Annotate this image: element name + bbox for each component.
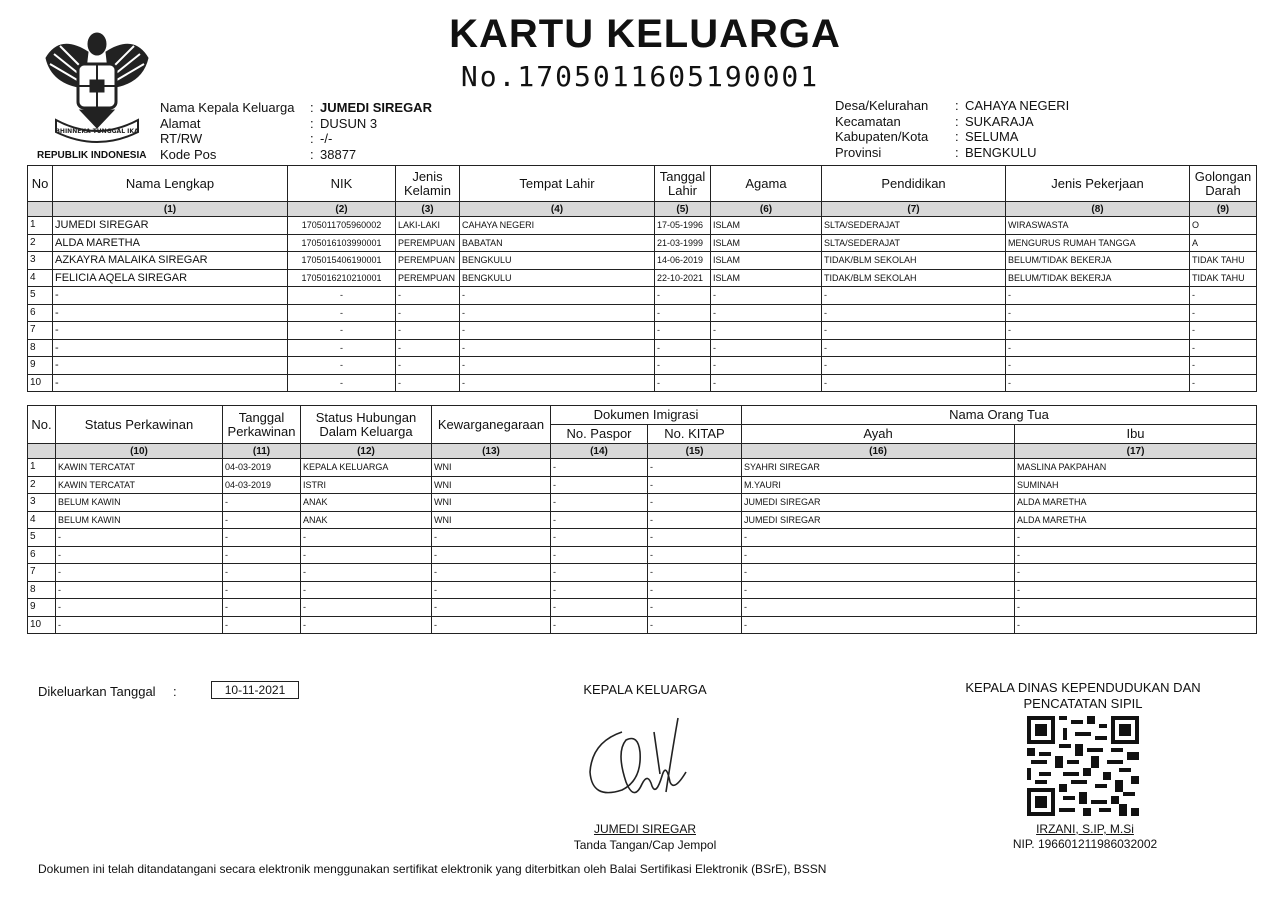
status-cell: -	[223, 546, 301, 564]
member-row	[28, 287, 1257, 305]
member-cell: 1705016103990001	[288, 234, 396, 252]
member-cell: SLTA/SEDERAJAT	[822, 217, 1006, 235]
status-cell: -	[1015, 616, 1257, 634]
kepala-keluarga-title: KEPALA KELUARGA	[583, 682, 707, 697]
status-cell: 6	[28, 546, 56, 564]
member-cell: -	[460, 339, 655, 357]
head-info-left: Nama Kepala Keluarga : JUMEDI SIREGAR Alamat : DUSUN 3 RT/RW : -/- Kode Pos : 38877	[160, 100, 432, 162]
status-cell: -	[301, 616, 432, 634]
status-cell: -	[648, 616, 742, 634]
status-cell: -	[301, 564, 432, 582]
member-cell: 17-05-1996	[655, 217, 711, 235]
member-cell: -	[1006, 374, 1190, 392]
label-kepala-keluarga: Nama Kepala Keluarga	[160, 100, 295, 115]
status-row	[28, 476, 1257, 494]
label-alamat: Alamat	[160, 115, 201, 131]
member-cell: -	[711, 322, 822, 340]
member-cell: -	[396, 357, 460, 375]
col-number: (15)	[648, 444, 742, 459]
header-status-hubungan: Status Hubungan Dalam Keluarga	[301, 406, 432, 444]
member-cell: -	[288, 357, 396, 375]
member-cell: -	[460, 304, 655, 322]
member-cell: -	[655, 339, 711, 357]
status-cell: 04-03-2019	[223, 476, 301, 494]
status-cell: -	[432, 564, 551, 582]
value-alamat: DUSUN 3	[320, 115, 378, 131]
member-cell: -	[288, 374, 396, 392]
member-cell: -	[288, 322, 396, 340]
member-cell: -	[288, 339, 396, 357]
member-cell: -	[1190, 357, 1257, 375]
status-cell: 8	[28, 581, 56, 599]
member-cell: 14-06-2019	[655, 252, 711, 270]
status-cell: -	[551, 529, 648, 547]
member-cell: 5	[28, 287, 53, 305]
member-cell: -	[53, 287, 288, 305]
kepala-keluarga-name: JUMEDI SIREGAR	[593, 822, 696, 836]
status-cell: 5	[28, 529, 56, 547]
label-kodepos: Kode Pos	[160, 146, 217, 162]
value-desa: CAHAYA NEGERI	[965, 98, 1070, 113]
member-row	[28, 374, 1257, 392]
status-cell: -	[551, 581, 648, 599]
member-cell: -	[711, 374, 822, 392]
status-cell: BELUM KAWIN	[56, 494, 223, 512]
member-cell: -	[711, 357, 822, 375]
member-cell: BABATAN	[460, 234, 655, 252]
member-cell: -	[53, 374, 288, 392]
family-status-table	[27, 405, 1257, 634]
status-cell: ISTRI	[301, 476, 432, 494]
header-no-kitap: No. KITAP	[648, 425, 742, 444]
header-pekerjaan: Jenis Pekerjaan	[1006, 166, 1190, 202]
status-cell: WNI	[432, 511, 551, 529]
value-kabupaten: SELUMA	[965, 129, 1019, 144]
status-cell: KEPALA KELUARGA	[301, 459, 432, 477]
col-number: (4)	[460, 202, 655, 217]
member-cell: -	[396, 374, 460, 392]
member-cell: -	[396, 322, 460, 340]
member-cell: -	[288, 304, 396, 322]
member-cell: -	[822, 322, 1006, 340]
issued-date: 10-11-2021	[211, 681, 299, 699]
header-ayah: Ayah	[742, 425, 1015, 444]
member-cell: -	[1006, 339, 1190, 357]
issued-label: Dikeluarkan Tanggal	[38, 684, 156, 699]
member-cell: 1705015406190001	[288, 252, 396, 270]
status-cell: -	[742, 529, 1015, 547]
status-cell: -	[432, 546, 551, 564]
value-rtrw: -/-	[320, 131, 333, 146]
member-row	[28, 304, 1257, 322]
header-no: No	[28, 166, 53, 202]
status-row	[28, 564, 1257, 582]
member-cell: -	[822, 339, 1006, 357]
status-cell: -	[432, 599, 551, 617]
emblem-caption: REPUBLIK INDONESIA	[37, 150, 147, 161]
status-cell: -	[648, 529, 742, 547]
header-ibu: Ibu	[1015, 425, 1257, 444]
member-cell: LAKI-LAKI	[396, 217, 460, 235]
member-cell: -	[396, 304, 460, 322]
status-cell: -	[1015, 546, 1257, 564]
status-cell: BELUM KAWIN	[56, 511, 223, 529]
status-cell: -	[223, 581, 301, 599]
member-cell: -	[655, 304, 711, 322]
col-number: (9)	[1190, 202, 1257, 217]
col-number: (1)	[53, 202, 288, 217]
member-cell: -	[396, 339, 460, 357]
status-cell: ANAK	[301, 511, 432, 529]
member-cell: -	[1006, 287, 1190, 305]
value-provinsi: BENGKULU	[965, 144, 1037, 160]
member-cell: -	[655, 322, 711, 340]
member-row	[28, 339, 1257, 357]
member-cell: -	[53, 304, 288, 322]
status-cell: WNI	[432, 494, 551, 512]
label-kabupaten: Kabupaten/Kota	[835, 129, 929, 144]
status-cell: -	[742, 616, 1015, 634]
col-number: (12)	[301, 444, 432, 459]
member-cell: -	[396, 287, 460, 305]
member-cell: -	[711, 287, 822, 305]
member-row	[28, 217, 1257, 235]
status-cell: -	[56, 599, 223, 617]
header-tanggal-perkawinan: Tanggal Perkawinan	[223, 406, 301, 444]
status-cell: WNI	[432, 459, 551, 477]
status-cell: -	[1015, 599, 1257, 617]
status-cell: M.YAURI	[742, 476, 1015, 494]
col-number: (6)	[711, 202, 822, 217]
member-cell: -	[1190, 322, 1257, 340]
header-golongan-darah: Golongan Darah	[1190, 166, 1257, 202]
col-number: (17)	[1015, 444, 1257, 459]
status-cell: -	[648, 599, 742, 617]
member-cell: -	[288, 287, 396, 305]
member-cell: FELICIA AQELA SIREGAR	[53, 269, 288, 287]
issued-colon: :	[173, 684, 177, 699]
member-cell: 2	[28, 234, 53, 252]
status-cell: -	[223, 494, 301, 512]
header-no: No.	[28, 406, 56, 444]
member-cell: -	[53, 322, 288, 340]
status-cell: -	[551, 599, 648, 617]
status-cell: -	[432, 616, 551, 634]
label-kecamatan: Kecamatan	[835, 113, 901, 129]
status-cell: -	[551, 494, 648, 512]
member-cell: ISLAM	[711, 252, 822, 270]
status-row	[28, 546, 1257, 564]
member-cell: -	[53, 339, 288, 357]
member-cell: -	[655, 357, 711, 375]
header-tempat-lahir: Tempat Lahir	[460, 166, 655, 202]
status-cell: 04-03-2019	[223, 459, 301, 477]
member-cell: 7	[28, 322, 53, 340]
member-cell: -	[711, 304, 822, 322]
col-number-blank	[28, 202, 53, 217]
status-cell: JUMEDI SIREGAR	[742, 494, 1015, 512]
member-cell: 1705011705960002	[288, 217, 396, 235]
status-cell: SUMINAH	[1015, 476, 1257, 494]
status-cell: ANAK	[301, 494, 432, 512]
member-cell: 4	[28, 269, 53, 287]
status-row	[28, 529, 1257, 547]
status-cell: KAWIN TERCATAT	[56, 476, 223, 494]
member-cell: PEREMPUAN	[396, 269, 460, 287]
status-cell: -	[1015, 564, 1257, 582]
status-cell: -	[432, 529, 551, 547]
member-cell: 21-03-1999	[655, 234, 711, 252]
member-cell: -	[655, 374, 711, 392]
member-cell: TIDAK TAHU	[1190, 269, 1257, 287]
status-cell: -	[648, 459, 742, 477]
header-dokumen-imigrasi: Dokumen Imigrasi	[551, 406, 742, 425]
member-cell: 8	[28, 339, 53, 357]
status-cell: -	[432, 581, 551, 599]
value-kodepos: 38877	[320, 146, 357, 162]
status-cell: -	[56, 529, 223, 547]
status-row	[28, 599, 1257, 617]
head-info-right: Desa/Kelurahan : CAHAYA NEGERI Kecamatan : SUKARAJA Kabupaten/Kota : SELUMA Provinsi : BENGKULU	[835, 98, 1070, 160]
member-cell: PEREMPUAN	[396, 252, 460, 270]
status-cell: KAWIN TERCATAT	[56, 459, 223, 477]
status-cell: -	[56, 564, 223, 582]
member-cell: -	[822, 374, 1006, 392]
status-cell: -	[1015, 529, 1257, 547]
member-cell: ISLAM	[711, 269, 822, 287]
col-number: (5)	[655, 202, 711, 217]
status-cell: -	[551, 546, 648, 564]
member-cell: 10	[28, 374, 53, 392]
kepala-dinas-name: IRZANI, S.IP, M.Si	[1036, 822, 1134, 836]
status-cell: -	[223, 616, 301, 634]
col-number-blank	[28, 444, 56, 459]
status-cell: -	[223, 529, 301, 547]
member-cell: 1705016210210001	[288, 269, 396, 287]
kepala-keluarga-subtitle: Tanda Tangan/Cap Jempol	[573, 838, 717, 852]
status-cell: JUMEDI SIREGAR	[742, 511, 1015, 529]
member-cell: -	[1006, 357, 1190, 375]
header-nama-orang-tua: Nama Orang Tua	[742, 406, 1257, 425]
header-kewarganegaraan: Kewarganegaraan	[432, 406, 551, 444]
label-rtrw: RT/RW	[160, 131, 203, 146]
header-agama: Agama	[711, 166, 822, 202]
col-number: (13)	[432, 444, 551, 459]
value-kepala-keluarga: JUMEDI SIREGAR	[320, 100, 432, 115]
status-row	[28, 511, 1257, 529]
col-number: (11)	[223, 444, 301, 459]
member-row	[28, 252, 1257, 270]
status-cell: -	[742, 546, 1015, 564]
member-cell: 3	[28, 252, 53, 270]
status-cell: -	[742, 581, 1015, 599]
member-cell: -	[53, 357, 288, 375]
member-cell: -	[460, 287, 655, 305]
status-cell: -	[648, 546, 742, 564]
emblem-motto: BHINNEKA TUNGGAL IKA	[55, 128, 139, 135]
member-cell: 1	[28, 217, 53, 235]
label-provinsi: Provinsi	[835, 144, 882, 160]
member-cell: -	[1006, 322, 1190, 340]
status-cell: -	[56, 546, 223, 564]
member-cell: MENGURUS RUMAH TANGGA	[1006, 234, 1190, 252]
member-cell: AZKAYRA MALAIKA SIREGAR	[53, 252, 288, 270]
status-cell: -	[223, 511, 301, 529]
status-cell: -	[648, 564, 742, 582]
status-cell: 9	[28, 599, 56, 617]
col-number: (8)	[1006, 202, 1190, 217]
family-members-table	[27, 165, 1257, 392]
member-cell: 22-10-2021	[655, 269, 711, 287]
status-cell: 4	[28, 511, 56, 529]
value-kecamatan: SUKARAJA	[965, 113, 1034, 129]
member-row	[28, 269, 1257, 287]
status-cell: -	[648, 494, 742, 512]
col-number: (16)	[742, 444, 1015, 459]
status-cell: 7	[28, 564, 56, 582]
member-cell: -	[460, 357, 655, 375]
col-number: (14)	[551, 444, 648, 459]
member-cell: -	[1190, 374, 1257, 392]
member-cell: -	[822, 304, 1006, 322]
header-pendidikan: Pendidikan	[822, 166, 1006, 202]
member-cell: ALDA MARETHA	[53, 234, 288, 252]
member-cell: TIDAK/BLM SEKOLAH	[822, 269, 1006, 287]
status-cell: -	[551, 616, 648, 634]
status-cell: -	[301, 581, 432, 599]
header-tanggal-lahir: Tanggal Lahir	[655, 166, 711, 202]
member-cell: ISLAM	[711, 217, 822, 235]
document-number: No.1705011605190001	[460, 60, 820, 93]
status-cell: -	[56, 616, 223, 634]
status-cell: 10	[28, 616, 56, 634]
signature-icon	[582, 712, 692, 812]
status-cell: 2	[28, 476, 56, 494]
label-desa: Desa/Kelurahan	[835, 98, 929, 113]
status-cell: 1	[28, 459, 56, 477]
status-row	[28, 616, 1257, 634]
header-nama: Nama Lengkap	[53, 166, 288, 202]
status-cell: -	[223, 599, 301, 617]
member-cell: PEREMPUAN	[396, 234, 460, 252]
member-cell: ISLAM	[711, 234, 822, 252]
status-cell: -	[742, 564, 1015, 582]
kepala-dinas-title: KEPALA DINAS KEPENDUDUKAN DAN PENCATATAN SIPIL	[965, 680, 1201, 711]
member-cell: -	[1006, 304, 1190, 322]
member-cell: SLTA/SEDERAJAT	[822, 234, 1006, 252]
status-cell: -	[648, 476, 742, 494]
document-title: KARTU KELUARGA	[449, 12, 841, 56]
kepala-dinas-nip: NIP. 196601211986032002	[1012, 837, 1158, 851]
header-nik: NIK	[288, 166, 396, 202]
member-cell: -	[460, 322, 655, 340]
member-row	[28, 322, 1257, 340]
member-cell: -	[460, 374, 655, 392]
member-cell: 9	[28, 357, 53, 375]
member-cell: TIDAK TAHU	[1190, 252, 1257, 270]
status-cell: -	[648, 511, 742, 529]
status-cell: -	[551, 459, 648, 477]
status-cell: -	[551, 511, 648, 529]
status-row	[28, 459, 1257, 477]
status-cell: -	[301, 529, 432, 547]
status-cell: SYAHRI SIREGAR	[742, 459, 1015, 477]
header-status-perkawinan: Status Perkawinan	[56, 406, 223, 444]
status-cell: WNI	[432, 476, 551, 494]
qr-code-icon	[1027, 716, 1139, 816]
member-row	[28, 357, 1257, 375]
member-cell: 6	[28, 304, 53, 322]
status-row	[28, 494, 1257, 512]
col-number: (7)	[822, 202, 1006, 217]
status-cell: -	[551, 476, 648, 494]
status-cell: ALDA MARETHA	[1015, 511, 1257, 529]
member-cell: A	[1190, 234, 1257, 252]
header-no-paspor: No. Paspor	[551, 425, 648, 444]
status-cell: -	[1015, 581, 1257, 599]
member-row	[28, 234, 1257, 252]
status-row	[28, 581, 1257, 599]
member-cell: -	[1190, 339, 1257, 357]
member-cell: CAHAYA NEGERI	[460, 217, 655, 235]
member-cell: JUMEDI SIREGAR	[53, 217, 288, 235]
member-cell: WIRASWASTA	[1006, 217, 1190, 235]
member-cell: -	[711, 339, 822, 357]
member-cell: -	[1190, 304, 1257, 322]
status-cell: 3	[28, 494, 56, 512]
col-number: (10)	[56, 444, 223, 459]
footnote: Dokumen ini telah ditandatangani secara elektronik menggunakan sertifikat elektronik yang diterbitkan oleh Balai Sertifikasi Elektronik (BSrE), BSSN	[38, 862, 827, 876]
status-cell: -	[301, 546, 432, 564]
member-cell: -	[822, 357, 1006, 375]
status-cell: -	[223, 564, 301, 582]
member-cell: -	[822, 287, 1006, 305]
col-number: (3)	[396, 202, 460, 217]
status-cell: -	[56, 581, 223, 599]
col-number: (2)	[288, 202, 396, 217]
status-cell: ALDA MARETHA	[1015, 494, 1257, 512]
status-cell: -	[551, 564, 648, 582]
member-cell: TIDAK/BLM SEKOLAH	[822, 252, 1006, 270]
status-cell: -	[742, 599, 1015, 617]
member-cell: O	[1190, 217, 1257, 235]
member-cell: BELUM/TIDAK BEKERJA	[1006, 269, 1190, 287]
member-cell: -	[1190, 287, 1257, 305]
member-cell: BELUM/TIDAK BEKERJA	[1006, 252, 1190, 270]
header-jenis-kelamin: Jenis Kelamin	[396, 166, 460, 202]
status-cell: MASLINA PAKPAHAN	[1015, 459, 1257, 477]
member-cell: -	[655, 287, 711, 305]
member-cell: BENGKULU	[460, 269, 655, 287]
status-cell: -	[648, 581, 742, 599]
status-cell: -	[301, 599, 432, 617]
garuda-emblem-icon	[40, 24, 154, 154]
member-cell: BENGKULU	[460, 252, 655, 270]
